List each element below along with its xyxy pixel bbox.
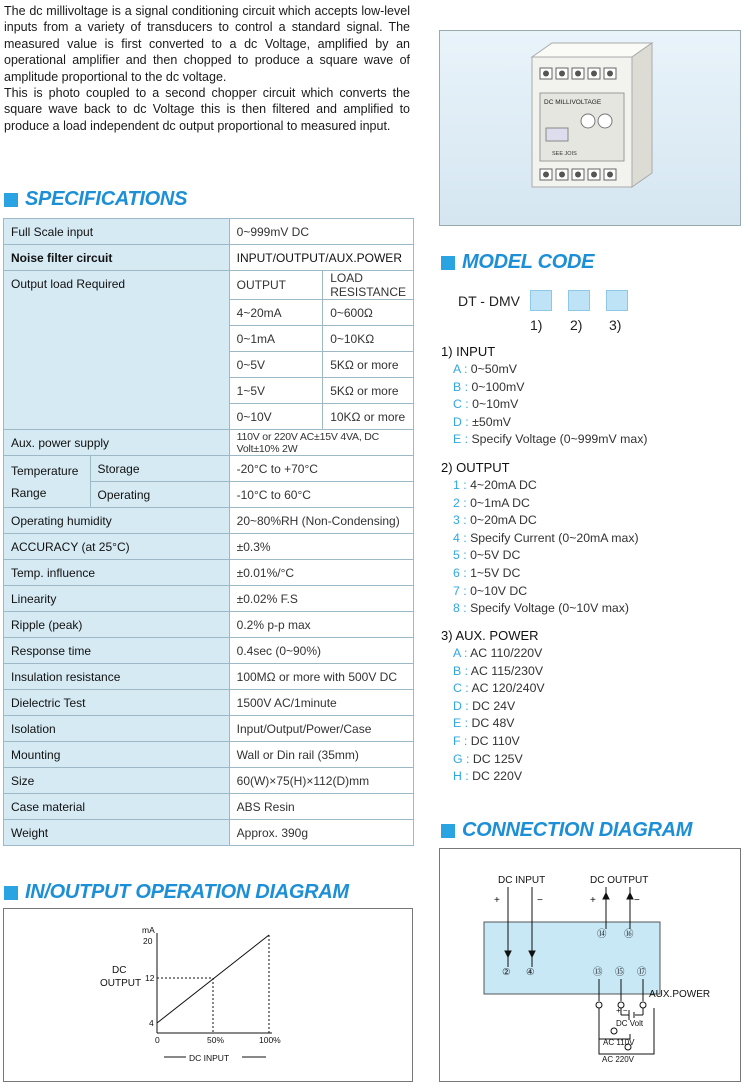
list-item: 5 : 0~5V DC — [453, 548, 521, 563]
option-key: C — [453, 397, 462, 412]
io-diagram-title: IN/OUTPUT OPERATION DIAGRAM — [25, 881, 349, 903]
connection-diagram-title: CONNECTION DIAGRAM — [462, 819, 693, 841]
model-code-title: MODEL CODE — [462, 251, 595, 273]
spec-row — [4, 219, 414, 245]
operating-value: -10°C to 60°C — [229, 482, 413, 508]
x-label: DC INPUT — [189, 1053, 230, 1063]
option-key: 5 — [453, 548, 460, 563]
intro-paragraph-2: This is photo coupled to a second chopper circuit which converts the square wave back to dc Voltage this is then filtered and amplified to produce a load independent dc output proportional to measured input. — [4, 86, 410, 133]
spec-value: ±0.02% F.S — [229, 586, 413, 612]
list-item: A : AC 110/220V — [453, 646, 543, 660]
list-item: F : DC 110V — [453, 733, 520, 748]
aux-power-label: AUX.POWER — [649, 989, 711, 1000]
option-value: 0~5V DC — [470, 548, 521, 563]
option-key: 8 — [453, 601, 460, 616]
temperature-label-2: Range — [11, 485, 47, 500]
spec-row — [4, 716, 414, 742]
y-unit-label: mA — [142, 925, 155, 935]
load-cell: 5KΩ or more — [323, 352, 414, 378]
y-tick-20: 20 — [143, 936, 153, 946]
spec-label: Dielectric Test — [4, 690, 230, 716]
list-item: E : Specify Voltage (0~999mV max) — [453, 432, 648, 447]
y-tick-12: 12 — [145, 973, 155, 983]
option-key: 4 — [453, 530, 460, 545]
spec-label: Temp. influence — [4, 560, 230, 586]
y-tick-4: 4 — [149, 1018, 154, 1028]
ac110-label: AC 110V — [603, 1038, 635, 1047]
spec-row — [4, 794, 414, 820]
option-key: F — [453, 733, 461, 748]
list-item: C : AC 120/240V — [453, 681, 545, 696]
connection-diagram-heading — [441, 819, 692, 842]
spec-row — [4, 768, 414, 794]
intro-paragraph-1: The dc millivoltage is a signal conditioning circuit which accepts low-level inputs from a variety of transducers to control a standard signal. The measured value is first converted to a dc Voltage, amplified by an operational amplifier and then chopped to produce a square wave of amplitude proportional to the dc voltage. — [4, 4, 410, 84]
terminal-2: ② — [502, 967, 511, 978]
spec-label: Insulation resistance — [4, 664, 230, 690]
spec-row — [4, 508, 414, 534]
dc-volt-label: DC Volt — [616, 1019, 644, 1028]
option-value: 0~50mV — [470, 362, 517, 376]
io-diagram-heading — [4, 881, 349, 904]
spec-value: 0~999mV DC — [229, 219, 413, 245]
heading-square-icon — [4, 886, 18, 900]
model-code-prefix: DT - DMV — [458, 292, 520, 309]
spec-value: 110V or 220V AC±15V 4VA, DC Volt±10% 2W — [229, 430, 413, 456]
list-item: 6 : 1~5V DC — [453, 565, 521, 580]
list-item: 2 : 0~1mA DC — [453, 495, 530, 510]
option-value: DC 125V — [472, 751, 523, 766]
input-options — [441, 344, 647, 449]
option-key: C — [453, 681, 462, 696]
option-value: AC 120/240V — [471, 681, 545, 696]
model-code-heading — [441, 251, 594, 274]
spec-row — [4, 271, 414, 300]
list-item: 1 : 4~20mA DC — [453, 478, 537, 492]
dc-volt-polarity: + − — [616, 1006, 628, 1015]
operating-label: Operating — [90, 482, 229, 508]
option-value: Specify Current (0~20mA max) — [470, 530, 639, 545]
option-key: B — [453, 663, 462, 678]
spec-label: Aux. power supply — [4, 430, 230, 456]
option-value: 0~1mA DC — [470, 495, 530, 510]
output-cell: 4~20mA — [229, 300, 323, 326]
spec-label: ACCURACY (at 25°C) — [4, 534, 230, 560]
input-options-title: 1) INPUT — [441, 344, 496, 359]
option-key: 3 — [453, 513, 460, 528]
spec-row-temperature — [4, 456, 414, 482]
specifications-heading — [4, 188, 187, 211]
spec-label: Ripple (peak) — [4, 612, 230, 638]
spec-label: Full Scale input — [4, 219, 230, 245]
x-tick-50: 50% — [207, 1035, 225, 1045]
spec-label: Response time — [4, 638, 230, 664]
aux-power-options — [441, 628, 545, 786]
option-value: AC 110/220V — [470, 646, 543, 660]
model-code-box-3 — [606, 290, 628, 311]
option-value: 0~20mA DC — [470, 513, 537, 528]
list-item: D : ±50mV — [453, 414, 512, 429]
option-key: A — [453, 646, 461, 660]
option-key: E — [453, 716, 462, 731]
load-cell: 10KΩ or more — [323, 404, 414, 430]
list-item: 3 : 0~20mA DC — [453, 513, 537, 528]
load-cell: 5KΩ or more — [323, 378, 414, 404]
temperature-label-1: Temperature — [11, 463, 79, 478]
spec-label: Size — [4, 768, 230, 794]
terminal-4: ④ — [526, 967, 535, 978]
heading-square-icon — [441, 824, 455, 838]
spec-label: Noise filter circuit — [4, 245, 230, 271]
option-key: 2 — [453, 495, 460, 510]
spec-value: 20~80%RH (Non-Condensing) — [229, 508, 413, 534]
x-tick-0: 0 — [155, 1035, 160, 1045]
spec-label: Weight — [4, 820, 230, 846]
terminal-15: ⑮ — [615, 967, 625, 978]
load-cell: 0~600Ω — [323, 300, 414, 326]
product-photo — [439, 30, 741, 226]
spec-label: Linearity — [4, 586, 230, 612]
option-key: D — [453, 414, 462, 429]
spec-label: Mounting — [4, 742, 230, 768]
output-cell: 0~5V — [229, 352, 323, 378]
option-key: B — [453, 379, 462, 394]
option-key: 1 — [453, 478, 460, 492]
option-value: Specify Voltage (0~10V max) — [470, 601, 630, 616]
load-cell: 0~10KΩ — [323, 326, 414, 352]
terminal-17: ⑰ — [637, 967, 647, 978]
spec-row — [4, 690, 414, 716]
output-col-header: OUTPUT — [229, 271, 323, 300]
model-code-num-2: 2) — [570, 317, 583, 333]
storage-label: Storage — [90, 456, 229, 482]
y-label-2: OUTPUT — [100, 978, 142, 989]
option-value: DC 24V — [472, 698, 516, 713]
spec-row — [4, 820, 414, 846]
specifications-table — [3, 218, 414, 846]
photo-model: SEE JOIS — [552, 151, 577, 157]
terminal-16: ⑯ — [624, 929, 634, 940]
list-item: 7 : 0~10V DC — [453, 583, 528, 598]
list-item: G : DC 125V — [453, 751, 523, 766]
spec-label: Output load Required — [4, 271, 230, 430]
spec-row — [4, 742, 414, 768]
option-key: 6 — [453, 565, 460, 580]
heading-square-icon — [4, 193, 18, 207]
x-tick-100: 100% — [259, 1035, 281, 1045]
spec-value: 0.2% p-p max — [229, 612, 413, 638]
option-key: G — [453, 751, 463, 766]
spec-label: Case material — [4, 794, 230, 820]
connection-diagram — [439, 848, 741, 1082]
option-key: D — [453, 698, 462, 713]
spec-row — [4, 612, 414, 638]
product-illustration — [440, 31, 740, 225]
spec-row — [4, 430, 414, 456]
model-code-num-3: 3) — [609, 317, 622, 333]
output-cell: 0~10V — [229, 404, 323, 430]
terminal-14: ⑭ — [597, 929, 607, 940]
option-value: AC 115/230V — [470, 663, 544, 678]
spec-row — [4, 534, 414, 560]
dc-output-label: DC OUTPUT — [590, 875, 649, 886]
spec-value: INPUT/OUTPUT/AUX.POWER — [229, 245, 413, 271]
option-key: A — [453, 362, 461, 376]
list-item: D : DC 24V — [453, 698, 516, 713]
input-plus-label: + — [494, 895, 500, 906]
option-value: DC 48V — [471, 716, 515, 731]
io-operation-diagram — [3, 908, 413, 1082]
option-value: 0~100mV — [471, 379, 525, 394]
spec-label: Isolation — [4, 716, 230, 742]
list-item: B : AC 115/230V — [453, 663, 544, 678]
option-value: 0~10V DC — [470, 583, 528, 598]
list-item: A : 0~50mV — [453, 362, 517, 376]
option-value: DC 110V — [470, 733, 520, 748]
output-cell: 0~1mA — [229, 326, 323, 352]
intro-text — [4, 3, 410, 134]
spec-value: Approx. 390g — [229, 820, 413, 846]
heading-square-icon — [441, 256, 455, 270]
input-minus-label: − — [537, 895, 543, 906]
option-value: Specify Voltage (0~999mV max) — [471, 432, 648, 447]
spec-value: 60(W)×75(H)×112(D)mm — [229, 768, 413, 794]
spec-value: ±0.01%/°C — [229, 560, 413, 586]
list-item: E : DC 48V — [453, 716, 515, 731]
y-label-1: DC — [112, 965, 127, 976]
option-value: 4~20mA DC — [470, 478, 537, 492]
option-value: DC 220V — [472, 769, 523, 784]
spec-value: 1500V AC/1minute — [229, 690, 413, 716]
spec-label: Operating humidity — [4, 508, 230, 534]
photo-label: DC MILLIVOLTAGE — [544, 99, 602, 106]
output-cell: 1~5V — [229, 378, 323, 404]
connection-diagram-svg — [440, 849, 740, 1081]
spec-value: Wall or Din rail (35mm) — [229, 742, 413, 768]
list-item: C : 0~10mV — [453, 397, 519, 412]
option-key: 7 — [453, 583, 460, 598]
aux-power-options-title: 3) AUX. POWER — [441, 628, 539, 643]
storage-value: -20°C to +70°C — [229, 456, 413, 482]
option-key: H — [453, 769, 462, 784]
ac220-label: AC 220V — [602, 1055, 635, 1064]
specifications-title: SPECIFICATIONS — [25, 188, 188, 210]
spec-row — [4, 664, 414, 690]
model-code-line — [458, 290, 628, 311]
spec-row — [4, 245, 414, 271]
option-key: E — [453, 432, 462, 447]
spec-row — [4, 586, 414, 612]
option-value: 1~5V DC — [470, 565, 521, 580]
spec-row — [4, 560, 414, 586]
spec-row — [4, 638, 414, 664]
spec-value: 0.4sec (0~90%) — [229, 638, 413, 664]
model-code-box-2 — [568, 290, 590, 311]
dc-input-label: DC INPUT — [498, 875, 546, 886]
model-code-num-1: 1) — [530, 317, 543, 333]
output-options — [441, 460, 639, 618]
io-diagram-svg — [4, 909, 412, 1081]
list-item: H : DC 220V — [453, 769, 523, 784]
list-item: 8 : Specify Voltage (0~10V max) — [453, 601, 630, 616]
option-value: ±50mV — [472, 414, 512, 429]
output-options-title: 2) OUTPUT — [441, 460, 510, 475]
list-item: B : 0~100mV — [453, 379, 525, 394]
list-item: 4 : Specify Current (0~20mA max) — [453, 530, 639, 545]
option-value: 0~10mV — [472, 397, 519, 412]
temperature-label — [4, 456, 91, 508]
model-code-box-1 — [530, 290, 552, 311]
output-plus-label: + — [590, 895, 596, 906]
output-minus-label: − — [634, 895, 640, 906]
spec-value: ±0.3% — [229, 534, 413, 560]
terminal-13: ⑬ — [593, 967, 603, 978]
spec-value: ABS Resin — [229, 794, 413, 820]
load-col-header: LOAD RESISTANCE — [323, 271, 414, 300]
spec-value: Input/Output/Power/Case — [229, 716, 413, 742]
spec-value: 100MΩ or more with 500V DC — [229, 664, 413, 690]
